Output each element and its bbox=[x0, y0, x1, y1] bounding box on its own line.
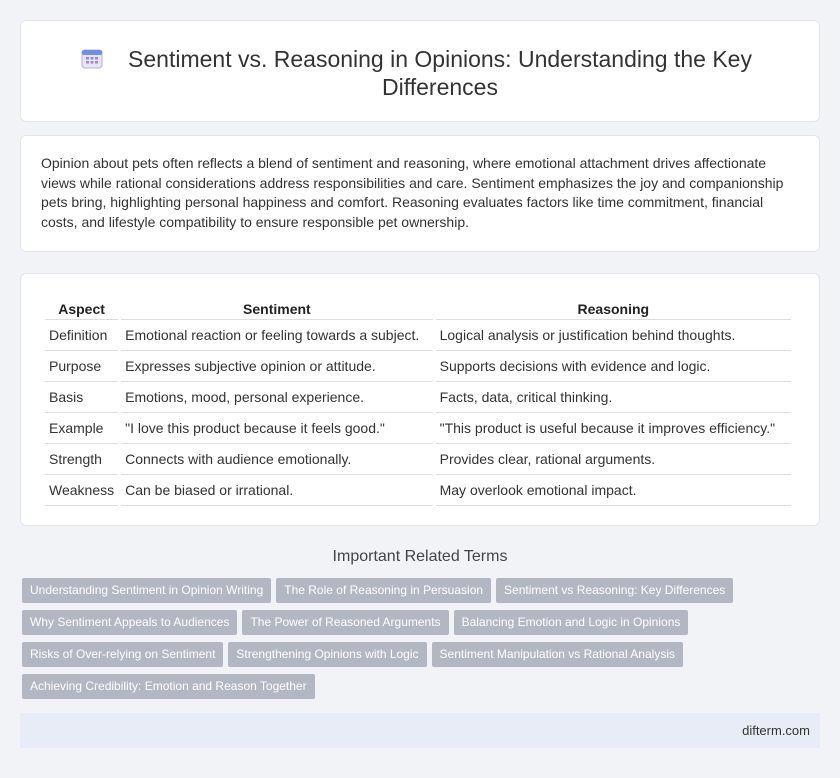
table-cell: Strength bbox=[45, 444, 118, 475]
table-cell: Logical analysis or justification behind thoughts. bbox=[436, 320, 791, 351]
related-term-link[interactable]: Sentiment Manipulation vs Rational Analysis bbox=[432, 642, 683, 667]
column-header-aspect: Aspect bbox=[45, 294, 118, 320]
table-cell: Connects with audience emotionally. bbox=[121, 444, 433, 475]
related-term-link[interactable]: Why Sentiment Appeals to Audiences bbox=[22, 610, 237, 635]
table-cell: Can be biased or irrational. bbox=[121, 475, 433, 506]
table-cell: Provides clear, rational arguments. bbox=[436, 444, 791, 475]
table-cell: "This product is useful because it improves efficiency." bbox=[436, 413, 791, 444]
related-term-link[interactable]: Understanding Sentiment in Opinion Writing bbox=[22, 578, 271, 603]
related-terms-list bbox=[22, 578, 742, 706]
table-row bbox=[45, 382, 791, 413]
table-cell: Emotions, mood, personal experience. bbox=[121, 382, 433, 413]
table-cell: Basis bbox=[45, 382, 118, 413]
table-cell: Supports decisions with evidence and logic. bbox=[436, 351, 791, 382]
table-header-row bbox=[45, 294, 791, 320]
related-term-link[interactable]: Risks of Over-relying on Sentiment bbox=[22, 642, 223, 667]
related-term-link[interactable]: The Role of Reasoning in Persuasion bbox=[276, 578, 491, 603]
table-cell: "I love this product because it feels good." bbox=[121, 413, 433, 444]
related-term-link[interactable]: The Power of Reasoned Arguments bbox=[242, 610, 448, 635]
footer bbox=[20, 713, 820, 748]
related-terms-heading: Important Related Terms bbox=[332, 548, 508, 565]
site-name[interactable]: difterm.com bbox=[742, 723, 810, 738]
table-cell: May overlook emotional impact. bbox=[436, 475, 791, 506]
table-row bbox=[45, 320, 791, 351]
table-cell: Definition bbox=[45, 320, 118, 351]
related-term-link[interactable]: Balancing Emotion and Logic in Opinions bbox=[454, 610, 689, 635]
comparison-table-card bbox=[20, 273, 820, 526]
intro-paragraph: Opinion about pets often reflects a blend of sentiment and reasoning, where emotional attachment drives affectionate views while rational considerations address responsibilities and care. Sentiment emphasizes the joy and companionship pets bring, highlighting personal happiness and comfort. Reasoning evaluates factors like time commitment, financial costs, and lifestyle compatibility to ensure responsible pet ownership. bbox=[41, 155, 784, 230]
related-term-link[interactable]: Strengthening Opinions with Logic bbox=[228, 642, 426, 667]
column-header-reasoning: Reasoning bbox=[436, 294, 791, 320]
related-term-link[interactable]: Sentiment vs Reasoning: Key Differences bbox=[496, 578, 733, 603]
comparison-table bbox=[42, 294, 794, 506]
table-row bbox=[45, 413, 791, 444]
intro-card bbox=[20, 135, 820, 252]
table-cell: Expresses subjective opinion or attitude. bbox=[121, 351, 433, 382]
table-row bbox=[45, 444, 791, 475]
header-card bbox=[20, 20, 820, 122]
table-cell: Emotional reaction or feeling towards a subject. bbox=[121, 320, 433, 351]
table-cell: Example bbox=[45, 413, 118, 444]
table-cell: Facts, data, critical thinking. bbox=[436, 382, 791, 413]
column-header-sentiment: Sentiment bbox=[121, 294, 433, 320]
table-row bbox=[45, 351, 791, 382]
table-cell: Purpose bbox=[45, 351, 118, 382]
table-cell: Weakness bbox=[45, 475, 118, 506]
page-title: Sentiment vs. Reasoning in Opinions: Understanding the Key Differences bbox=[128, 46, 752, 100]
table-row bbox=[45, 475, 791, 506]
related-term-link[interactable]: Achieving Credibility: Emotion and Reason Together bbox=[22, 674, 315, 699]
